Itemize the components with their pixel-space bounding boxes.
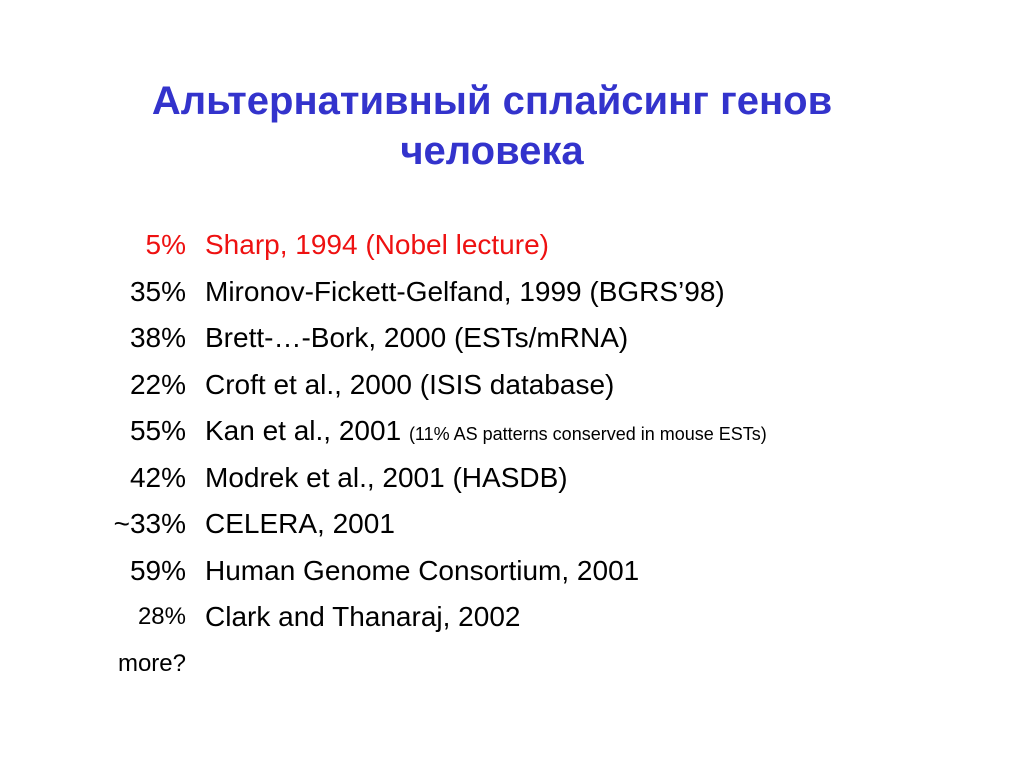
estimate-reference [205,222,549,268]
estimate-percent: 38% [129,322,186,353]
reference-text: CELERA, 2001 [205,508,395,539]
list-item [0,455,1024,502]
reference-text: Clark and Thanaraj, 2002 [205,601,521,632]
estimate-percent: 42% [129,461,186,493]
reference-text: Modrek et al., 2001 (HASDB) [205,461,568,493]
estimate-percent: 28% [137,603,186,630]
list-item [0,222,1024,269]
list-item [0,548,1024,595]
estimate-reference [205,594,520,640]
estimate-reference [205,548,639,594]
slide-title-line-1: Альтернативный сплайсинг генов [151,79,833,123]
list-item [0,362,1024,409]
estimate-percent: ~33% [113,508,186,539]
estimate-percent: 55% [129,415,186,446]
estimates-list [0,222,1024,687]
estimate-reference [205,315,628,361]
list-item [0,641,1024,688]
estimate-reference [205,455,568,501]
list-item [0,501,1024,548]
list-item [0,594,1024,641]
slide-title-line-2: человека [400,129,584,173]
reference-text: Brett-…-Bork, 2000 (ESTs/mRNA) [205,322,629,353]
reference-text: Mironov-Fickett-Gelfand, 1999 (BGRS’98) [205,275,725,307]
estimate-percent: 5% [145,229,186,260]
estimate-percent: 35% [129,275,186,307]
estimate-reference [205,362,614,408]
list-item [0,269,1024,316]
reference-text: Human Genome Consortium, 2001 [205,554,640,586]
reference-note: (11% AS patterns conserved in mouse ESTs) [408,424,767,444]
estimate-percent: 59% [129,554,186,586]
list-item [0,408,1024,455]
estimate-reference [205,269,725,315]
slide-title [0,76,984,176]
estimate-percent: more? [117,649,186,677]
estimate-reference [205,501,395,547]
reference-text: Kan et al., 2001 [205,415,402,446]
estimate-percent: 22% [129,368,186,400]
estimate-reference [205,408,767,457]
reference-text: Croft et al., 2000 (ISIS database) [205,368,615,400]
list-item [0,315,1024,362]
reference-text: Sharp, 1994 (Nobel lecture) [205,229,549,260]
